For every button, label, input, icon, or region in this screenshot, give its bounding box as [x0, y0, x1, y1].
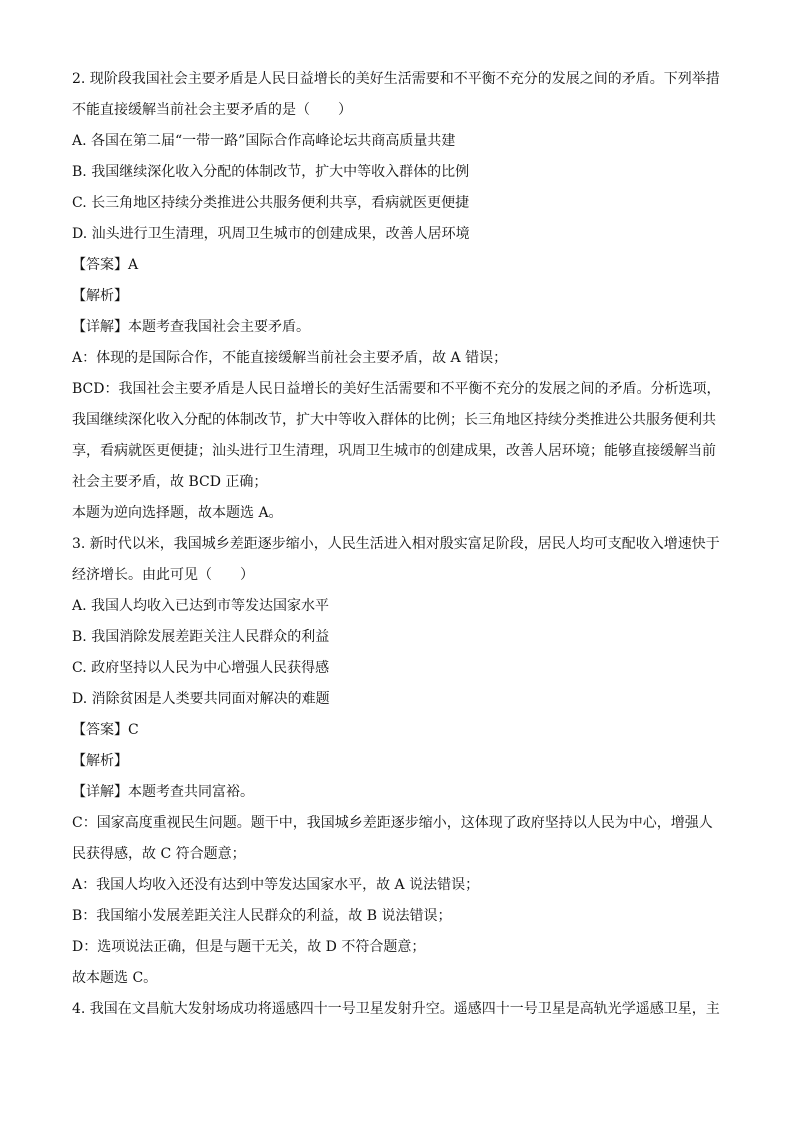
q3-stem-line-1: 3. 新时代以米，我国城乡差距逐步缩小，人民生活进入相对殷实富足阶段，居民人均可支配收入增速快于 — [72, 536, 720, 552]
q2-option-d: D. 汕头进行卫生清理，巩周卫生城市的创建成果，改善人居环境 — [72, 226, 470, 242]
q3-detail: 【详解】本题考查共同富裕。 — [72, 784, 254, 800]
q2-stem-line-1: 2. 现阶段我国社会主要矛盾是人民日益增长的美好生活需要和不平衡不充分的发展之间的矛盾。下列举措 — [72, 71, 720, 87]
q2-conclusion: 本题为逆向选择题，故本题选 A。 — [72, 505, 283, 521]
q3-para-a: A：我国人均收入还没有达到中等发达国家水平，故 A 说法错误； — [72, 877, 480, 893]
document-page — [72, 64, 722, 1025]
q3-para-d: D：选项说法正确，但是与题干无关，故 D 不符合题意； — [72, 939, 426, 955]
q2-para-bcd-line-1: BCD：我国社会主要矛盾是人民日益增长的美好生活需要和不平衡不充分的发展之间的矛盾。分析选项， — [72, 381, 721, 397]
q2-para-bcd-line-2: 我国继续深化收入分配的体制改节，扩大中等收入群体的比例；长三角地区持续分类推进公共服务便利共 — [72, 412, 716, 428]
q2-answer: 【答案】A — [72, 257, 139, 273]
q3-para-c-line-2: 民获得感，故 C 符合题意； — [72, 846, 246, 862]
q4-stem-line-1: 4. 我国在文昌航大发射场成功将遥感四十一号卫星发射升空。遥感四十一号卫星是高轨光学遥感卫星，主 — [72, 1001, 720, 1017]
q3-analysis-heading: 【解析】 — [72, 753, 128, 769]
q2-stem-line-2: 不能直接缓解当前社会主要矛盾的是（ ） — [72, 102, 352, 118]
q2-para-a: A：体现的是国际合作，不能直接缓解当前社会主要矛盾，故 A 错误； — [72, 350, 508, 366]
q3-option-a: A. 我国人均收入已达到市等发达国家水平 — [72, 598, 330, 614]
q3-para-c-line-1: C：国家高度重视民生问题。题干中，我国城乡差距逐步缩小，这体现了政府坚持以人民为中心，增强人 — [72, 815, 713, 831]
q3-option-b: B. 我国消除发展差距关注人民群众的利益 — [72, 629, 330, 645]
q2-option-b: B. 我国继续深化收入分配的体制改节，扩大中等收入群体的比例 — [72, 164, 470, 180]
q3-para-b: B：我国缩小发展差距关注人民群众的利益，故 B 说法错误； — [72, 908, 452, 924]
q3-stem-line-2: 经济增长。由此可见（ ） — [72, 567, 254, 583]
q3-option-d: D. 消除贫困是人类要共同面对解决的难题 — [72, 691, 330, 707]
q2-para-bcd-line-3: 享，看病就医更便捷；汕头进行卫生清理，巩周卫生城市的创建成果，改善人居环境；能够直接缓解当前 — [72, 443, 716, 459]
q2-option-c: C. 长三角地区持续分类推进公共服务便利共享，看病就医更便捷 — [72, 195, 470, 211]
q2-para-bcd-line-4: 社会主要矛盾，故 BCD 正确； — [72, 474, 268, 490]
q2-analysis-heading: 【解析】 — [72, 288, 128, 304]
q2-option-a: A. 各国在第二届“一带一路”国际合作高峰论坛共商高质量共建 — [72, 133, 456, 149]
q3-answer: 【答案】C — [72, 722, 139, 738]
q2-detail: 【详解】本题考查我国社会主要矛盾。 — [72, 319, 310, 335]
q3-conclusion: 故本题选 C。 — [72, 970, 158, 986]
q3-option-c: C. 政府坚持以人民为中心增强人民获得感 — [72, 660, 330, 676]
